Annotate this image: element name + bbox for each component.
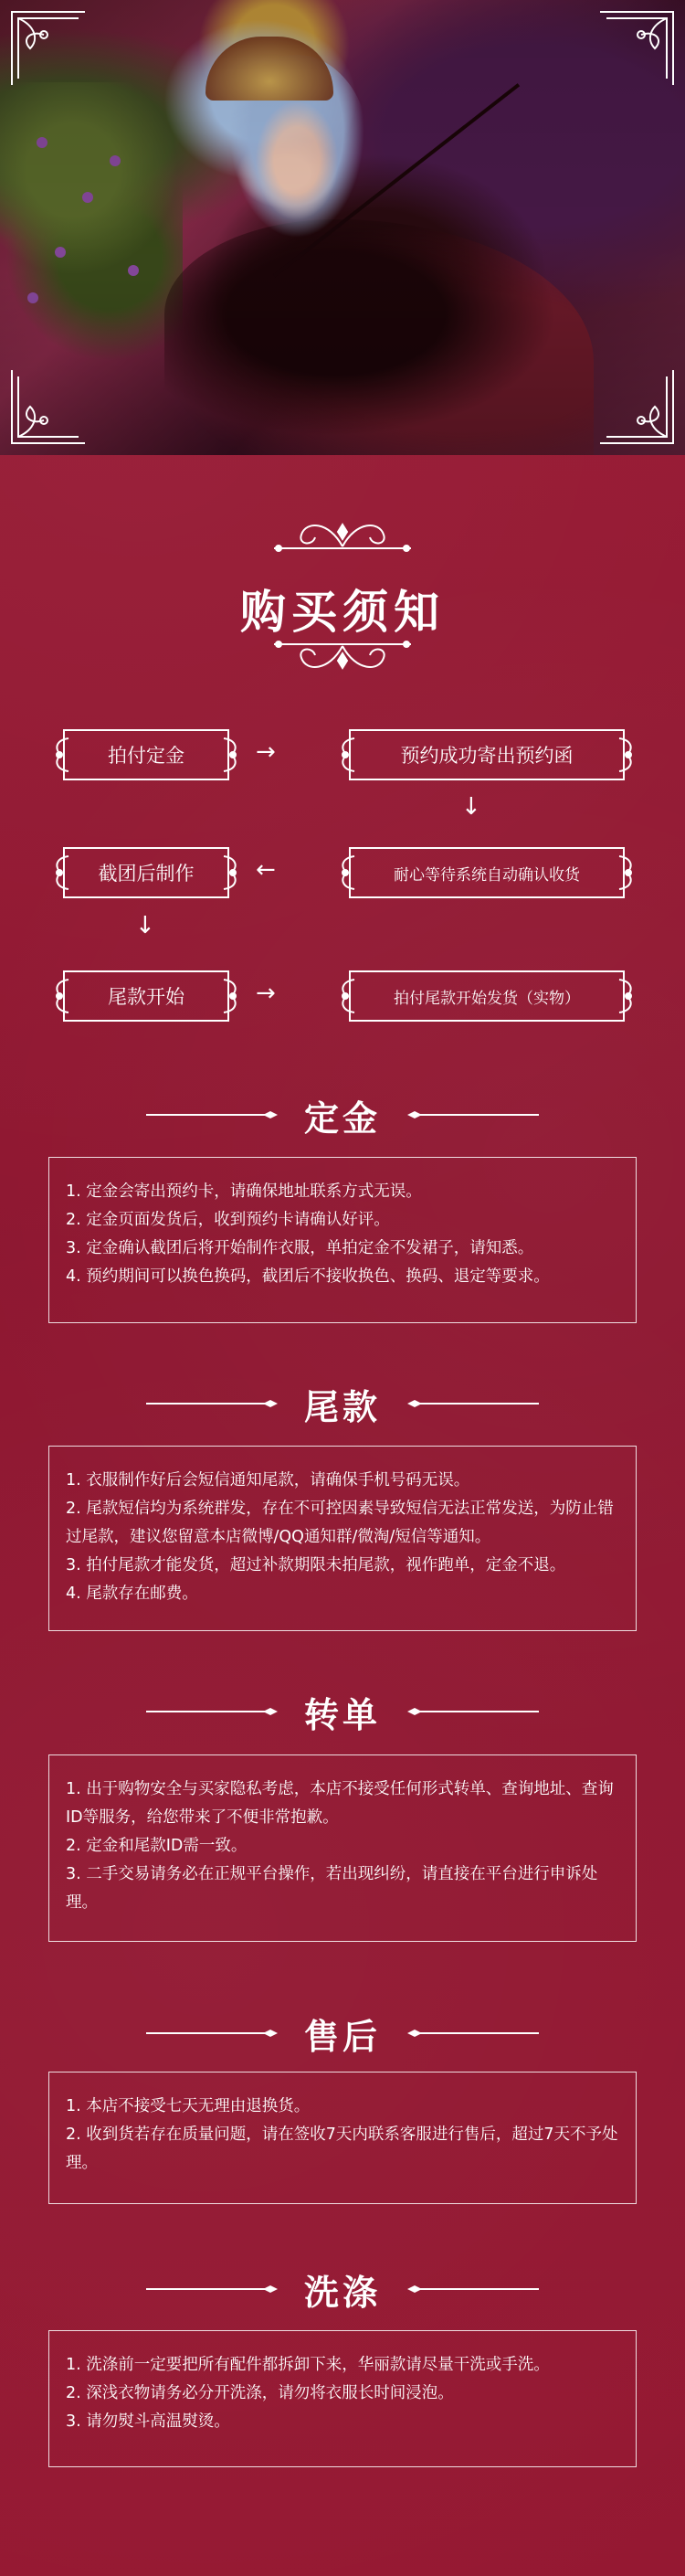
arrow-right-icon: → — [256, 738, 276, 766]
flow-step-label: 尾款开始 — [108, 986, 184, 1008]
arrow-down-icon: ↓ — [135, 912, 155, 939]
divider-line-icon — [406, 2284, 539, 2294]
flow-step-label: 拍付尾款开始发货（实物） — [394, 989, 580, 1008]
list-item: 4. 预约期间可以换色换码，截团后不接收换色、换码、退定等要求。 — [66, 1267, 550, 1286]
flourish-top-icon — [265, 512, 420, 561]
scroll-left-icon — [336, 853, 356, 893]
scroll-left-icon — [336, 735, 356, 775]
list-item: 1. 本店不接受七天无理由退换货。 — [66, 2097, 311, 2115]
section-panel-transfer — [48, 1754, 637, 1942]
list-item: 4. 尾款存在邮费。 — [66, 1585, 198, 1603]
scroll-left-icon — [50, 853, 70, 893]
section-panel-after-sales — [48, 2072, 637, 2204]
scroll-right-icon — [617, 976, 638, 1016]
list-item: 2. 收到货若存在质量问题，请在签收7天内联系客服进行售后，超过7天不予处理。 — [66, 2125, 618, 2172]
scroll-right-icon — [222, 853, 242, 893]
arrow-left-icon: ← — [256, 856, 276, 884]
section-header-deposit — [0, 1085, 685, 1140]
arrow-down-icon: ↓ — [461, 793, 481, 821]
list-item: 1. 出于购物安全与买家隐私考虑，本店不接受任何形式转单、查询地址、查询ID等服务，给您带来了不便非常抱歉。 — [66, 1780, 614, 1827]
list-item: 1. 定金会寄出预约卡，请确保地址联系方式无误。 — [66, 1182, 422, 1201]
section-title: 定金 — [303, 1097, 381, 1139]
flourish-bottom-icon — [265, 635, 420, 684]
hero-shade — [0, 0, 685, 455]
arrow-right-icon: → — [256, 980, 276, 1007]
section-panel-balance — [48, 1446, 637, 1631]
scroll-right-icon — [222, 976, 242, 1016]
section-title: 售后 — [303, 2016, 381, 2057]
section-title: 转单 — [303, 1694, 381, 1735]
flow-step-booking-success — [336, 729, 638, 780]
list-item: 3. 二手交易请务必在正规平台操作，若出现纠纷，请直接在平台进行申诉处理。 — [66, 1865, 598, 1912]
flow-step-pay-deposit — [50, 729, 242, 780]
scroll-right-icon — [222, 735, 242, 775]
scroll-left-icon — [336, 976, 356, 1016]
flow-step-production — [50, 847, 242, 898]
section-header-transfer — [0, 1681, 685, 1736]
flow-step-label: 预约成功寄出预约函 — [400, 745, 574, 767]
list-item: 3. 拍付尾款才能发货，超过补款期限未拍尾款，视作跑单，定金不退。 — [66, 1556, 566, 1574]
list-item: 1. 洗涤前一定要把所有配件都拆卸下来，华丽款请尽量干洗或手洗。 — [66, 2356, 550, 2374]
flow-step-balance-start — [50, 970, 242, 1022]
section-title: 尾款 — [303, 1386, 381, 1427]
flow-step-ship — [336, 970, 638, 1022]
divider-line-icon — [406, 1110, 539, 1119]
section-header-after-sales — [0, 2003, 685, 2058]
divider-line-icon — [406, 1707, 539, 1716]
divider-line-icon — [406, 2029, 539, 2038]
hero-photo — [0, 0, 685, 455]
page-title: 购买须知 — [240, 585, 445, 639]
flow-step-label: 截团后制作 — [98, 863, 195, 885]
section-title: 洗涤 — [303, 2272, 381, 2313]
scroll-right-icon — [617, 853, 638, 893]
list-item: 2. 尾款短信均为系统群发，存在不可控因素导致短信无法正常发送，为防止错过尾款，建议您留意本店微博/QQ通知群/微淘/短信等通知。 — [66, 1500, 614, 1546]
scroll-right-icon — [617, 735, 638, 775]
flow-step-label: 耐心等待系统自动确认收货 — [394, 865, 580, 885]
scroll-left-icon — [50, 976, 70, 1016]
section-panel-deposit — [48, 1157, 637, 1323]
flow-step-label: 拍付定金 — [108, 745, 184, 767]
flow-step-auto-confirm — [336, 847, 638, 898]
list-item: 3. 定金确认截团后将开始制作衣服，单拍定金不发裙子，请知悉。 — [66, 1239, 534, 1257]
list-item: 1. 衣服制作好后会短信通知尾款，请确保手机号码无误。 — [66, 1471, 470, 1489]
list-item: 2. 深浅衣物请务必分开洗涤，请勿将衣服长时间浸泡。 — [66, 2384, 454, 2402]
list-item: 3. 请勿熨斗高温熨烫。 — [66, 2412, 230, 2431]
list-item: 2. 定金和尾款ID需一致。 — [66, 1837, 248, 1855]
section-header-balance — [0, 1373, 685, 1428]
section-panel-washing — [48, 2330, 637, 2467]
divider-line-icon — [406, 1399, 539, 1408]
scroll-left-icon — [50, 735, 70, 775]
list-item: 2. 定金页面发货后，收到预约卡请确认好评。 — [66, 1211, 390, 1229]
section-header-washing — [0, 2259, 685, 2314]
